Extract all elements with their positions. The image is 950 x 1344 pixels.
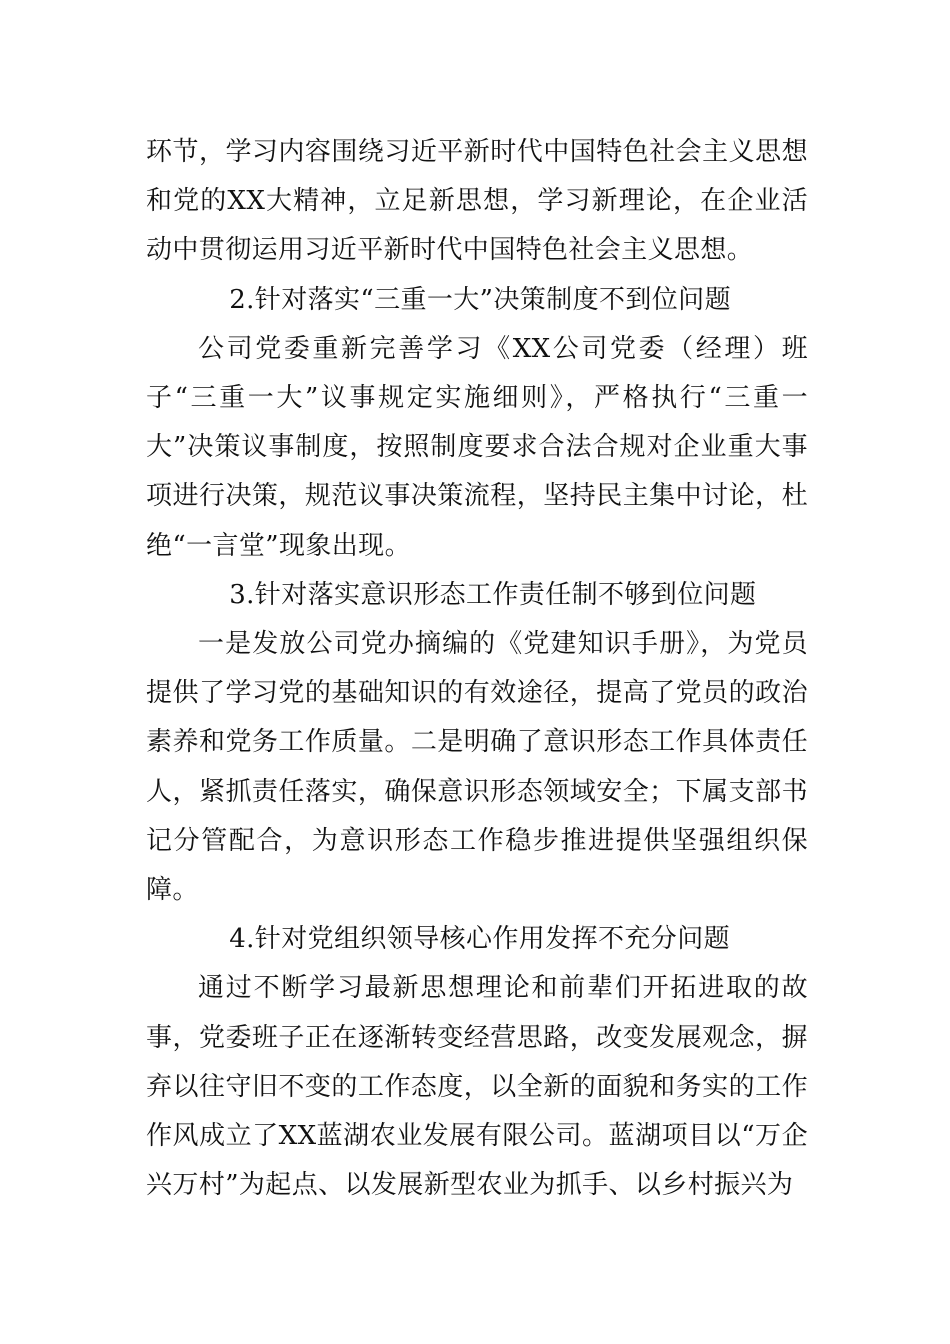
section-heading-3: 3.针对落实意识形态工作责任制不够到位问题	[229, 579, 757, 610]
paragraph-body-4: 通过不断学习最新思想理论和前辈们开拓进取的故事，党委班子正在逐渐转变经营思路，改变发展观念，摒弃以往守旧不变的工作态度，以全新的面貌和务实的工作作风成立了XX蓝湖农业发展有限公司。蓝湖项目以“万企兴万村”为起点、以发展新型农业为抓手、以乡村振兴为	[146, 973, 808, 1201]
paragraph-body-3: 一是发放公司党办摘编的《党建知识手册》，为党员提供了学习党的基础知识的有效途径，提高了党员的政治素养和党务工作质量。二是明确了意识形态工作具体责任人，紧抓责任落实，确保意识形态领域安全；下属支部书记分管配合，为意识形态工作稳步推进提供坚强组织保障。	[146, 629, 808, 906]
paragraph-body-2: 公司党委重新完善学习《XX公司党委（经理）班子“三重一大”议事规定实施细则》，严格执行“三重一大”决策议事制度，按照制度要求合法合规对企业重大事项进行决策，规范议事决策流程，坚持民主集中讨论，杜绝“一言堂”现象出现。	[146, 333, 808, 561]
document-body	[146, 128, 808, 1210]
section-heading-4: 4.针对党组织领导核心作用发挥不充分问题	[229, 924, 730, 955]
section-heading-2: 2.针对落实“三重一大”决策制度不到位问题	[229, 284, 731, 315]
paragraph-continuation: 环节，学习内容围绕习近平新时代中国特色社会主义思想和党的XX大精神，立足新思想，学习新理论，在企业活动中贯彻运用习近平新时代中国特色社会主义思想。	[146, 137, 808, 266]
